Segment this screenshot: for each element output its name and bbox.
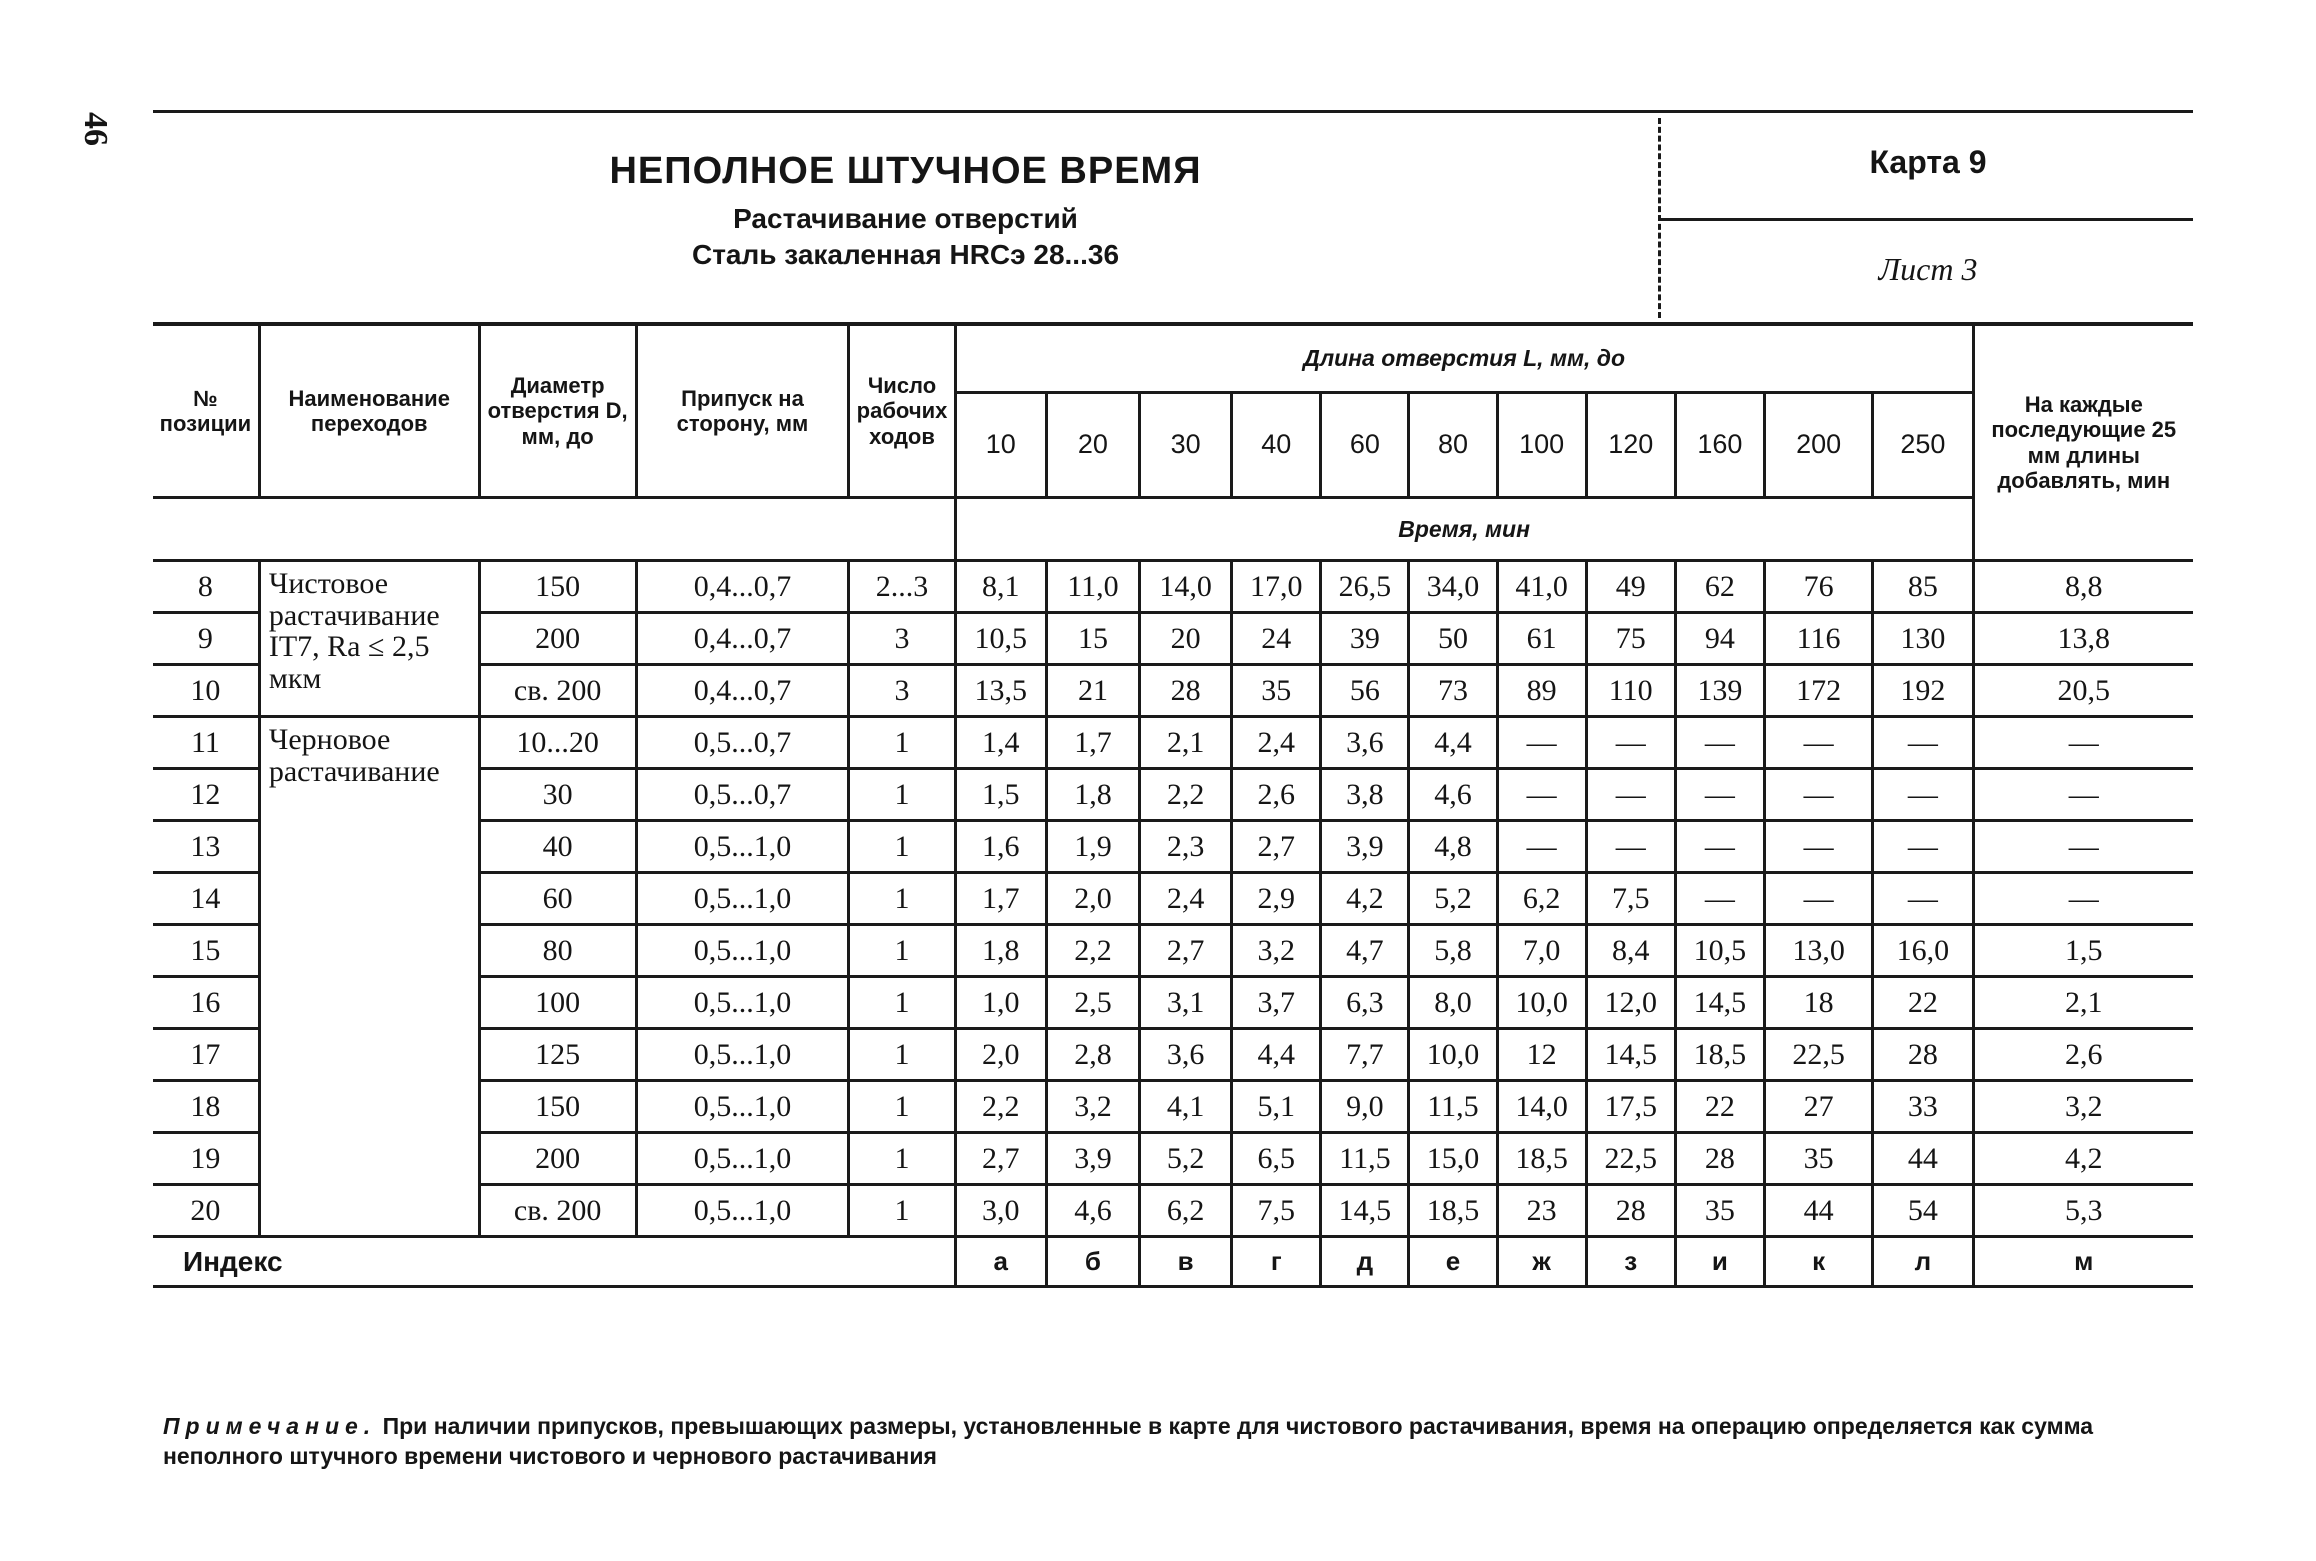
cell-time: 89 (1497, 665, 1586, 717)
cell-extra: 4,2 (1973, 1133, 2193, 1185)
header-position: № позиции (153, 324, 259, 498)
cell-time: 13,0 (1764, 925, 1872, 977)
cell-time: 9,0 (1321, 1081, 1409, 1133)
cell-diameter: 60 (479, 873, 636, 925)
cell-time: 85 (1873, 561, 1973, 613)
cell-allowance: 0,5...1,0 (636, 1185, 849, 1237)
index-letter: а (955, 1237, 1046, 1287)
cell-time: 76 (1764, 561, 1872, 613)
cell-time: 2,1 (1140, 717, 1232, 769)
table-row (153, 561, 2193, 613)
cell-operation-rough: Черновое растачивание (259, 717, 479, 1237)
cell-time: 5,2 (1140, 1133, 1232, 1185)
index-letter: в (1140, 1237, 1232, 1287)
cell-passes: 1 (849, 769, 955, 821)
cell-time: 62 (1675, 561, 1764, 613)
header-length-20: 20 (1046, 392, 1139, 497)
cell-time: 1,6 (955, 821, 1046, 873)
cell-time: — (1675, 821, 1764, 873)
cell-time: 4,1 (1140, 1081, 1232, 1133)
cell-time: 11,5 (1321, 1133, 1409, 1185)
cell-time: — (1764, 821, 1872, 873)
cell-time: 3,7 (1232, 977, 1321, 1029)
cell-time: 16,0 (1873, 925, 1973, 977)
cell-allowance: 0,5...0,7 (636, 769, 849, 821)
table-row (153, 717, 2193, 769)
cell-time: 7,5 (1586, 873, 1675, 925)
cell-time: 15,0 (1409, 1133, 1497, 1185)
cell-passes: 1 (849, 925, 955, 977)
header-length-120: 120 (1586, 392, 1675, 497)
cell-time: 4,4 (1232, 1029, 1321, 1081)
cell-passes: 1 (849, 873, 955, 925)
cell-position: 15 (153, 925, 259, 977)
index-letter: к (1764, 1237, 1872, 1287)
cell-time: 17,5 (1586, 1081, 1675, 1133)
header-length-250: 250 (1873, 392, 1973, 497)
cell-position: 13 (153, 821, 259, 873)
cell-time: — (1675, 769, 1764, 821)
cell-time: 17,0 (1232, 561, 1321, 613)
cell-time: 15 (1046, 613, 1139, 665)
cell-allowance: 0,5...0,7 (636, 717, 849, 769)
cell-position: 14 (153, 873, 259, 925)
cell-time: 2,6 (1232, 769, 1321, 821)
cell-time: 22,5 (1586, 1133, 1675, 1185)
cell-passes: 3 (849, 613, 955, 665)
cell-time: 14,0 (1497, 1081, 1586, 1133)
cell-time: — (1873, 821, 1973, 873)
cell-diameter: 30 (479, 769, 636, 821)
cell-time: 12,0 (1586, 977, 1675, 1029)
cell-diameter: 80 (479, 925, 636, 977)
cell-passes: 1 (849, 977, 955, 1029)
cell-passes: 1 (849, 821, 955, 873)
cell-extra: 3,2 (1973, 1081, 2193, 1133)
index-letter: л (1873, 1237, 1973, 1287)
cell-diameter: 150 (479, 561, 636, 613)
cell-position: 9 (153, 613, 259, 665)
cell-time: 14,5 (1321, 1185, 1409, 1237)
header-length-group: Длина отверстия L, мм, до (955, 324, 1973, 392)
header-length-60: 60 (1321, 392, 1409, 497)
cell-allowance: 0,5...1,0 (636, 925, 849, 977)
cell-allowance: 0,4...0,7 (636, 613, 849, 665)
cell-time: 2,9 (1232, 873, 1321, 925)
cell-time: 44 (1764, 1185, 1872, 1237)
cell-time: 35 (1764, 1133, 1872, 1185)
index-letter: м (1973, 1237, 2193, 1287)
sheet-number-box (1663, 222, 2193, 317)
card-sheet-divider (1661, 218, 2193, 221)
cell-diameter: 40 (479, 821, 636, 873)
sheet-number: Лист 3 (1878, 251, 1978, 287)
cell-time: 35 (1675, 1185, 1764, 1237)
cell-time: 4,6 (1409, 769, 1497, 821)
cell-time: — (1586, 717, 1675, 769)
cell-time: 10,0 (1409, 1029, 1497, 1081)
header-length-30: 30 (1140, 392, 1232, 497)
cell-passes: 1 (849, 1133, 955, 1185)
cell-extra: 1,5 (1973, 925, 2193, 977)
cell-time: 7,7 (1321, 1029, 1409, 1081)
cell-position: 20 (153, 1185, 259, 1237)
cell-time: 2,7 (955, 1133, 1046, 1185)
cell-time: 3,2 (1232, 925, 1321, 977)
cell-allowance: 0,5...1,0 (636, 1081, 849, 1133)
header-time-unit: Время, мин (955, 498, 1973, 561)
footnote-text: При наличии припусков, превышающих размеры, установленные в карте для чистового растачивания, время на операцию определяется как сумма неполного штучного времени чистового и чернового растачивания (163, 1413, 2094, 1469)
cell-time: 41,0 (1497, 561, 1586, 613)
cell-time: 12 (1497, 1029, 1586, 1081)
cell-extra: 5,3 (1973, 1185, 2193, 1237)
cell-time: 3,0 (955, 1185, 1046, 1237)
cell-time: 139 (1675, 665, 1764, 717)
cell-time: 2,8 (1046, 1029, 1139, 1081)
cell-time: 11,0 (1046, 561, 1139, 613)
index-letter: б (1046, 1237, 1139, 1287)
cell-passes: 3 (849, 665, 955, 717)
cell-time: 39 (1321, 613, 1409, 665)
cell-time: 1,8 (1046, 769, 1139, 821)
cell-time: 2,7 (1232, 821, 1321, 873)
header-passes: Число рабочих ходов (849, 324, 955, 498)
time-norms-table (153, 322, 2193, 1288)
cell-allowance: 0,5...1,0 (636, 977, 849, 1029)
cell-time: 2,4 (1232, 717, 1321, 769)
cell-extra: — (1973, 717, 2193, 769)
cell-position: 11 (153, 717, 259, 769)
cell-time: 22 (1675, 1081, 1764, 1133)
cell-time: 1,7 (955, 873, 1046, 925)
cell-diameter: 200 (479, 1133, 636, 1185)
cell-time: 18,5 (1497, 1133, 1586, 1185)
header-length-40: 40 (1232, 392, 1321, 497)
cell-diameter: св. 200 (479, 1185, 636, 1237)
cell-extra: — (1973, 769, 2193, 821)
footnote-lead: Примечание. (163, 1413, 377, 1439)
cell-time: 22,5 (1764, 1029, 1872, 1081)
index-label: Индекс (153, 1237, 955, 1287)
cell-time: 28 (1675, 1133, 1764, 1185)
cell-position: 18 (153, 1081, 259, 1133)
cell-time: 2,3 (1140, 821, 1232, 873)
cell-time: 3,2 (1046, 1081, 1139, 1133)
cell-time: 34,0 (1409, 561, 1497, 613)
header-length-200: 200 (1764, 392, 1872, 497)
cell-time: 7,0 (1497, 925, 1586, 977)
cell-passes: 1 (849, 1081, 955, 1133)
page-title: НЕПОЛНОЕ ШТУЧНОЕ ВРЕМЯ (609, 150, 1202, 192)
operation-subtitle: Растачивание отверстий (733, 203, 1078, 234)
cell-time: 28 (1140, 665, 1232, 717)
header-length-10: 10 (955, 392, 1046, 497)
cell-passes: 2...3 (849, 561, 955, 613)
cell-time: 3,9 (1321, 821, 1409, 873)
cell-time: 33 (1873, 1081, 1973, 1133)
index-row (153, 1237, 2193, 1287)
cell-time: 5,2 (1409, 873, 1497, 925)
cell-time: 4,8 (1409, 821, 1497, 873)
cell-time: — (1764, 873, 1872, 925)
header-allowance: Припуск на сторону, мм (636, 324, 849, 498)
cell-allowance: 0,5...1,0 (636, 873, 849, 925)
cell-extra: — (1973, 821, 2193, 873)
cell-time: 4,4 (1409, 717, 1497, 769)
header-blank (153, 498, 955, 561)
cell-time: — (1497, 821, 1586, 873)
cell-time: 61 (1497, 613, 1586, 665)
cell-time: 172 (1764, 665, 1872, 717)
cell-time: — (1675, 717, 1764, 769)
index-letter: з (1586, 1237, 1675, 1287)
cell-time: 20 (1140, 613, 1232, 665)
cell-allowance: 0,4...0,7 (636, 665, 849, 717)
index-letter: д (1321, 1237, 1409, 1287)
cell-passes: 1 (849, 1185, 955, 1237)
cell-position: 8 (153, 561, 259, 613)
cell-time: — (1586, 769, 1675, 821)
cell-time: — (1873, 769, 1973, 821)
cell-passes: 1 (849, 717, 955, 769)
card-header (153, 110, 2193, 320)
cell-time: 21 (1046, 665, 1139, 717)
cell-extra: 13,8 (1973, 613, 2193, 665)
cell-time: 4,6 (1046, 1185, 1139, 1237)
cell-time: — (1497, 717, 1586, 769)
cell-time: 13,5 (955, 665, 1046, 717)
cell-time: 6,2 (1140, 1185, 1232, 1237)
cell-time: 7,5 (1232, 1185, 1321, 1237)
cell-time: 1,7 (1046, 717, 1139, 769)
cell-time: 2,5 (1046, 977, 1139, 1029)
cell-time: 11,5 (1409, 1081, 1497, 1133)
cell-time: 8,4 (1586, 925, 1675, 977)
cell-time: 2,7 (1140, 925, 1232, 977)
header-operation-name: Наименование переходов (259, 324, 479, 498)
cell-time: 75 (1586, 613, 1675, 665)
cell-time: 14,0 (1140, 561, 1232, 613)
cell-passes: 1 (849, 1029, 955, 1081)
index-letter: г (1232, 1237, 1321, 1287)
cell-time: 1,9 (1046, 821, 1139, 873)
cell-time: 73 (1409, 665, 1497, 717)
cell-position: 10 (153, 665, 259, 717)
cell-time: 8,1 (955, 561, 1046, 613)
cell-time: 1,4 (955, 717, 1046, 769)
cell-time: 26,5 (1321, 561, 1409, 613)
cell-time: 110 (1586, 665, 1675, 717)
cell-time: 3,9 (1046, 1133, 1139, 1185)
cell-time: 10,5 (1675, 925, 1764, 977)
cell-time: — (1764, 769, 1872, 821)
cell-time: — (1873, 873, 1973, 925)
cell-time: 6,5 (1232, 1133, 1321, 1185)
cell-time: 50 (1409, 613, 1497, 665)
cell-time: 2,0 (955, 1029, 1046, 1081)
cell-allowance: 0,5...1,0 (636, 1029, 849, 1081)
cell-position: 16 (153, 977, 259, 1029)
card-number-box (1663, 110, 2193, 215)
cell-time: 18 (1764, 977, 1872, 1029)
cell-allowance: 0,4...0,7 (636, 561, 849, 613)
cell-time: 24 (1232, 613, 1321, 665)
cell-time: 3,6 (1140, 1029, 1232, 1081)
cell-extra: 8,8 (1973, 561, 2193, 613)
footnote (163, 1412, 2193, 1472)
cell-operation-finish: Чистовое растачивание IT7, Ra ≤ 2,5 мкм (259, 561, 479, 717)
cell-time: 2,0 (1046, 873, 1139, 925)
cell-diameter: 100 (479, 977, 636, 1029)
cell-time: 4,7 (1321, 925, 1409, 977)
cell-time: 1,5 (955, 769, 1046, 821)
cell-time: 5,1 (1232, 1081, 1321, 1133)
cell-diameter: 200 (479, 613, 636, 665)
cell-time: 14,5 (1586, 1029, 1675, 1081)
cell-time: — (1497, 769, 1586, 821)
cell-time: 6,2 (1497, 873, 1586, 925)
cell-diameter: 10...20 (479, 717, 636, 769)
cell-time: 10,5 (955, 613, 1046, 665)
cell-time: 23 (1497, 1185, 1586, 1237)
cell-time: 10,0 (1497, 977, 1586, 1029)
cell-extra: — (1973, 873, 2193, 925)
cell-time: 54 (1873, 1185, 1973, 1237)
page-number: 46 (77, 112, 114, 146)
cell-time: — (1586, 821, 1675, 873)
cell-time: 2,2 (1046, 925, 1139, 977)
cell-time: 18,5 (1675, 1029, 1764, 1081)
cell-allowance: 0,5...1,0 (636, 821, 849, 873)
header-length-80: 80 (1409, 392, 1497, 497)
cell-position: 19 (153, 1133, 259, 1185)
cell-time: 56 (1321, 665, 1409, 717)
cell-diameter: 125 (479, 1029, 636, 1081)
cell-time: 130 (1873, 613, 1973, 665)
material-subtitle: Сталь закаленная HRCэ 28...36 (691, 239, 1120, 270)
header-length-160: 160 (1675, 392, 1764, 497)
cell-position: 12 (153, 769, 259, 821)
cell-time: 28 (1873, 1029, 1973, 1081)
title-block (153, 150, 1658, 271)
cell-time: 1,8 (955, 925, 1046, 977)
cell-extra: 20,5 (1973, 665, 2193, 717)
header-length-100: 100 (1497, 392, 1586, 497)
cell-time: 3,8 (1321, 769, 1409, 821)
cell-time: — (1675, 873, 1764, 925)
cell-time: 5,8 (1409, 925, 1497, 977)
cell-allowance: 0,5...1,0 (636, 1133, 849, 1185)
cell-time: 1,0 (955, 977, 1046, 1029)
cell-time: 18,5 (1409, 1185, 1497, 1237)
cell-time: — (1764, 717, 1872, 769)
cell-time: — (1873, 717, 1973, 769)
cell-time: 8,0 (1409, 977, 1497, 1029)
cell-time: 2,2 (955, 1081, 1046, 1133)
cell-time: 3,1 (1140, 977, 1232, 1029)
cell-time: 49 (1586, 561, 1675, 613)
cell-time: 6,3 (1321, 977, 1409, 1029)
index-letter: и (1675, 1237, 1764, 1287)
cell-time: 2,4 (1140, 873, 1232, 925)
cell-time: 22 (1873, 977, 1973, 1029)
header-extra-per-25mm: На каждые последующие 25 мм длины добавлять, мин (1973, 324, 2193, 561)
cell-time: 3,6 (1321, 717, 1409, 769)
cell-time: 94 (1675, 613, 1764, 665)
cell-extra: 2,6 (1973, 1029, 2193, 1081)
cell-time: 44 (1873, 1133, 1973, 1185)
index-letter: е (1409, 1237, 1497, 1287)
card-number: Карта 9 (1869, 144, 1987, 180)
cell-time: 116 (1764, 613, 1872, 665)
cell-time: 27 (1764, 1081, 1872, 1133)
cell-diameter: св. 200 (479, 665, 636, 717)
cell-time: 4,2 (1321, 873, 1409, 925)
cell-position: 17 (153, 1029, 259, 1081)
header-diameter: Диаметр отверстия D, мм, до (479, 324, 636, 498)
cell-time: 14,5 (1675, 977, 1764, 1029)
index-letter: ж (1497, 1237, 1586, 1287)
cell-extra: 2,1 (1973, 977, 2193, 1029)
cell-time: 35 (1232, 665, 1321, 717)
cell-time: 2,2 (1140, 769, 1232, 821)
cell-time: 28 (1586, 1185, 1675, 1237)
cell-diameter: 150 (479, 1081, 636, 1133)
cell-time: 192 (1873, 665, 1973, 717)
